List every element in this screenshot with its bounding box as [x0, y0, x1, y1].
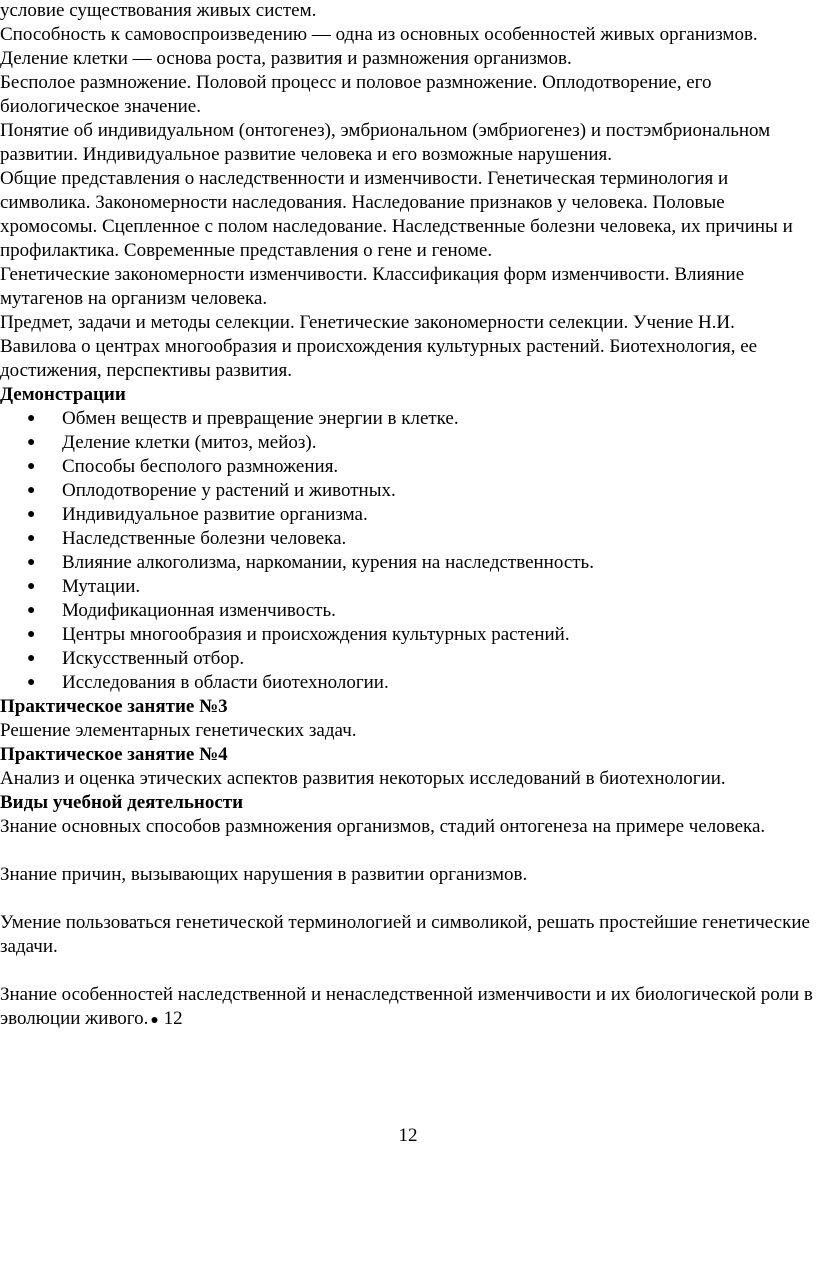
paragraph-intro-3: Бесполое размножение. Половой процесс и половое размножение. Оплодотворение, его биологическое значение. [0, 72, 712, 117]
list-item: ● Влияние алкоголизма, наркомании, курения на наследственность. [27, 552, 594, 573]
bullet-icon: ● [27, 507, 36, 522]
bullet-icon: ● [27, 435, 36, 450]
paragraph-intro-4: Понятие об индивидуальном (онтогенез), эмбриональном (эмбриогенез) и постэмбриональном развитии. Индивидуальное развитие человека и его возможные нарушения. [0, 120, 771, 165]
list-item: ● Мутации. [27, 576, 141, 597]
list-item: ● Исследования в области биотехнологии. [27, 672, 389, 693]
list-item: ● Способы бесполого размножения. [27, 456, 339, 477]
bullet-icon: ● [27, 651, 36, 666]
activity-item-2: Знание причин, вызывающих нарушения в развитии организмов. [0, 864, 528, 885]
page-number: 12 [398, 1125, 418, 1146]
bullet-icon: ● [27, 579, 36, 594]
list-item: ● Деление клетки (митоз, мейоз). [27, 432, 317, 453]
list-item: ● Модификационная изменчивость. [27, 600, 336, 621]
section-heading-demonstrations: Демонстрации [0, 384, 126, 405]
practical-3-text: Решение элементарных генетических задач. [0, 720, 357, 741]
list-item: ● Оплодотворение у растений и животных. [27, 480, 396, 501]
list-item: ● Индивидуальное развитие организма. [27, 504, 368, 525]
bullet-icon: ● [27, 555, 36, 570]
list-item: ● Искусственный отбор. [27, 648, 245, 669]
bullet-icon: ● [27, 603, 36, 618]
section-heading-practical-3: Практическое занятие №3 [0, 696, 228, 717]
practical-4-text: Анализ и оценка этических аспектов развития некоторых исследований в биотехнологии. [0, 768, 726, 789]
paragraph-intro-7: Предмет, задачи и методы селекции. Генетические закономерности селекции. Учение Н.И. Вавилова о центрах многообразия и происхождения культурных растений. Биотехнология, ее достижения, перспективы развития. [0, 312, 758, 381]
bullet-icon: ● [150, 1013, 159, 1028]
bullet-icon: ● [27, 531, 36, 546]
activity-item-4: Знание особенностей наследственной и ненаследственной изменчивости и их биологической роли в эволюции живого. ● 12 [0, 984, 813, 1029]
bullet-icon: ● [27, 627, 36, 642]
bullet-icon: ● [27, 459, 36, 474]
section-heading-activities: Виды учебной деятельности [0, 792, 244, 813]
paragraph-intro-2: Способность к самовоспроизведению — одна из основных особенностей живых организмов. Деление клетки — основа роста, развития и размножения организмов. [0, 24, 758, 69]
bullet-icon: ● [27, 411, 36, 426]
activity-item-1: Знание основных способов размножения организмов, стадий онтогенеза на примере человека. [0, 816, 766, 837]
section-heading-practical-4: Практическое занятие №4 [0, 744, 228, 765]
inline-page-number: 12 [158, 1008, 183, 1029]
bullet-icon: ● [27, 483, 36, 498]
paragraph-intro-5: Общие представления о наследственности и изменчивости. Генетическая терминология и символика. Закономерности наследования. Наследование признаков у человека. Половые хромосомы. Сцепленное с полом наследование. Наследственные болезни человека, их причины и профилактика. Современные представления о гене и геноме. [0, 168, 793, 261]
paragraph-intro-6: Генетические закономерности изменчивости. Классификация форм изменчивости. Влияние мутагенов на организм человека. [0, 264, 745, 309]
activity-item-3: Умение пользоваться генетической терминологией и символикой, решать простейшие генетические задачи. [0, 912, 810, 957]
demonstrations-list [0, 407, 816, 695]
list-item: ● Наследственные болезни человека. [27, 528, 347, 549]
list-item: ● Обмен веществ и превращение энергии в клетке. [27, 408, 459, 429]
paragraph-intro-1: условие существования живых систем. [0, 0, 317, 21]
bullet-icon: ● [27, 675, 36, 690]
list-item: ● Центры многообразия и происхождения культурных растений. [27, 624, 570, 645]
